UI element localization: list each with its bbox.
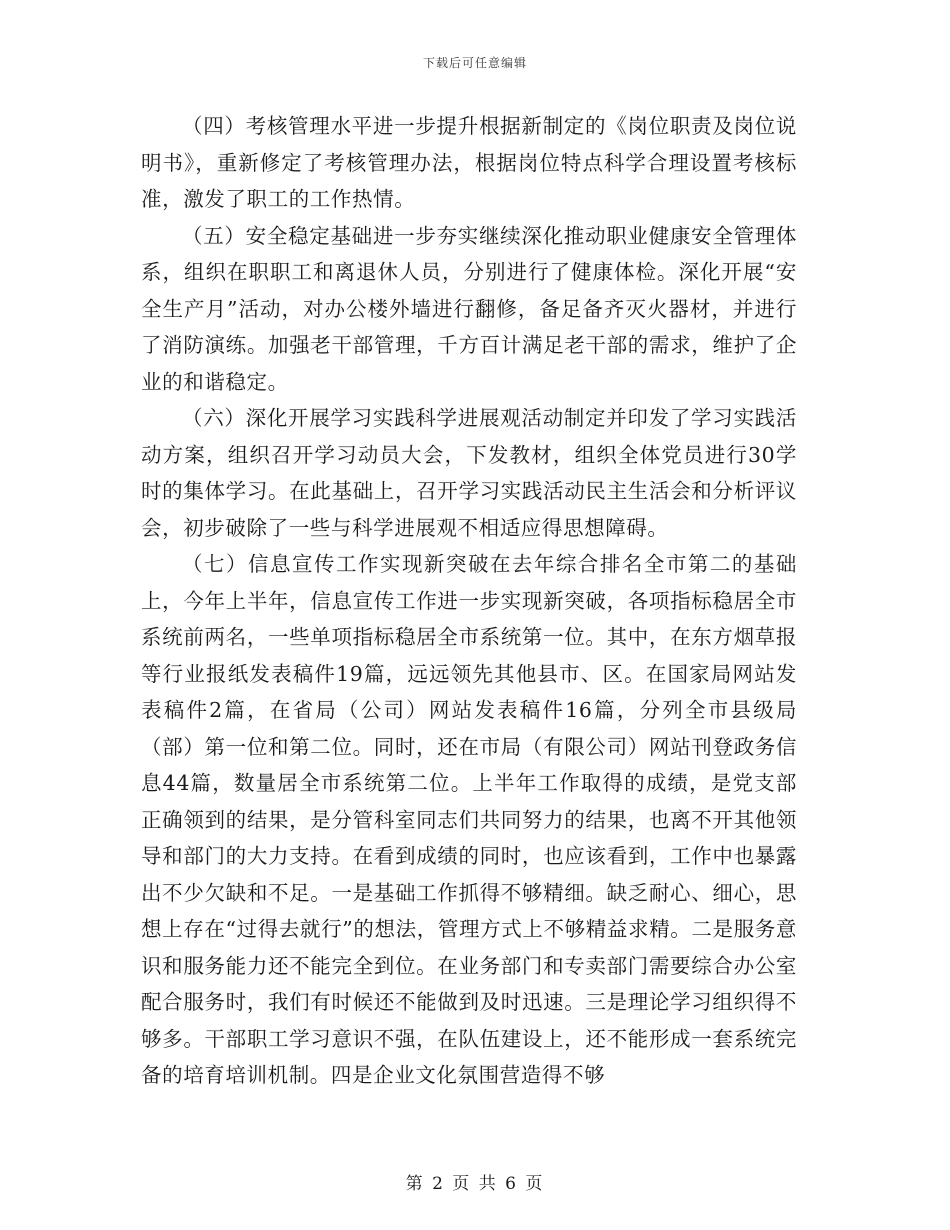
paragraph-safety: （五）安全稳定基础进一步夯实继续深化推动职业健康安全管理体系，组织在职职工和离退休人员，分别进行了健康体检。深化开展“安全生产月”活动，对办公楼外墙进行翻修，备足备齐灭火器材，并进行了消防演练。加强老干部管理，千方百计满足老干部的需求，维护了企业的和谐稳定。	[141, 223, 797, 394]
page-header: 下载后可任意编辑	[422, 56, 527, 70]
paragraph-information-publicity: （七）信息宣传工作实现新突破在去年综合排名全市第二的基础上，今年上半年，信息宣传工作进一步实现新突破，各项指标稳居全市系统前两名，一些单项指标稳居全市系统第一位。其中，在东方烟草报等行业报纸发表稿件19篇，远远领先其他县市、区。在国家局网站发表稿件2篇，在省局（公司）网站发表稿件16篇，分列全市县级局（部）第一位和第二位。同时，还在市局（有限公司）网站刊登政务信息44篇，数量居全市系统第二位。上半年工作取得的成绩，是党支部正确领到的结果，是分管科室同志们共同努力的结果，也离不开其他领导和部门的大力支持。在看到成绩的同时，也应该看到，工作中也暴露出不少欠缺和不足。一是基础工作抓得不够精细。缺乏耐心、细心，思想上存在“过得去就行”的想法，管理方式上不够精益求精。二是服务意识和服务能力还不能完全到位。在业务部门和专卖部门需要综合办公室配合服务时，我们有时候还不能做到及时迅速。三是理论学习组织得不够多。干部职工学习意识不强，在队伍建设上，还不能形成一套系统完备的培育培训机制。四是企业文化氛围营造得不够	[141, 552, 797, 1087]
paragraph-assessment: （四）考核管理水平进一步提升根据新制定的《岗位职责及岗位说明书》，重新修定了考核管理办法，根据岗位特点科学合理设置考核标准，激发了职工的工作热情。	[141, 114, 797, 211]
paragraph-study-practice: （六）深化开展学习实践科学进展观活动制定并印发了学习实践活动方案，组织召开学习动员大会，下发教材，组织全体党员进行30学时的集体学习。在此基础上，召开学习实践活动民主生活会和分析评议会，初步破除了一些与科学进展观不相适应得思想障碍。	[141, 406, 797, 540]
document-body	[141, 108, 797, 1094]
page-number: 第 2 页 共 6 页	[405, 1174, 545, 1194]
